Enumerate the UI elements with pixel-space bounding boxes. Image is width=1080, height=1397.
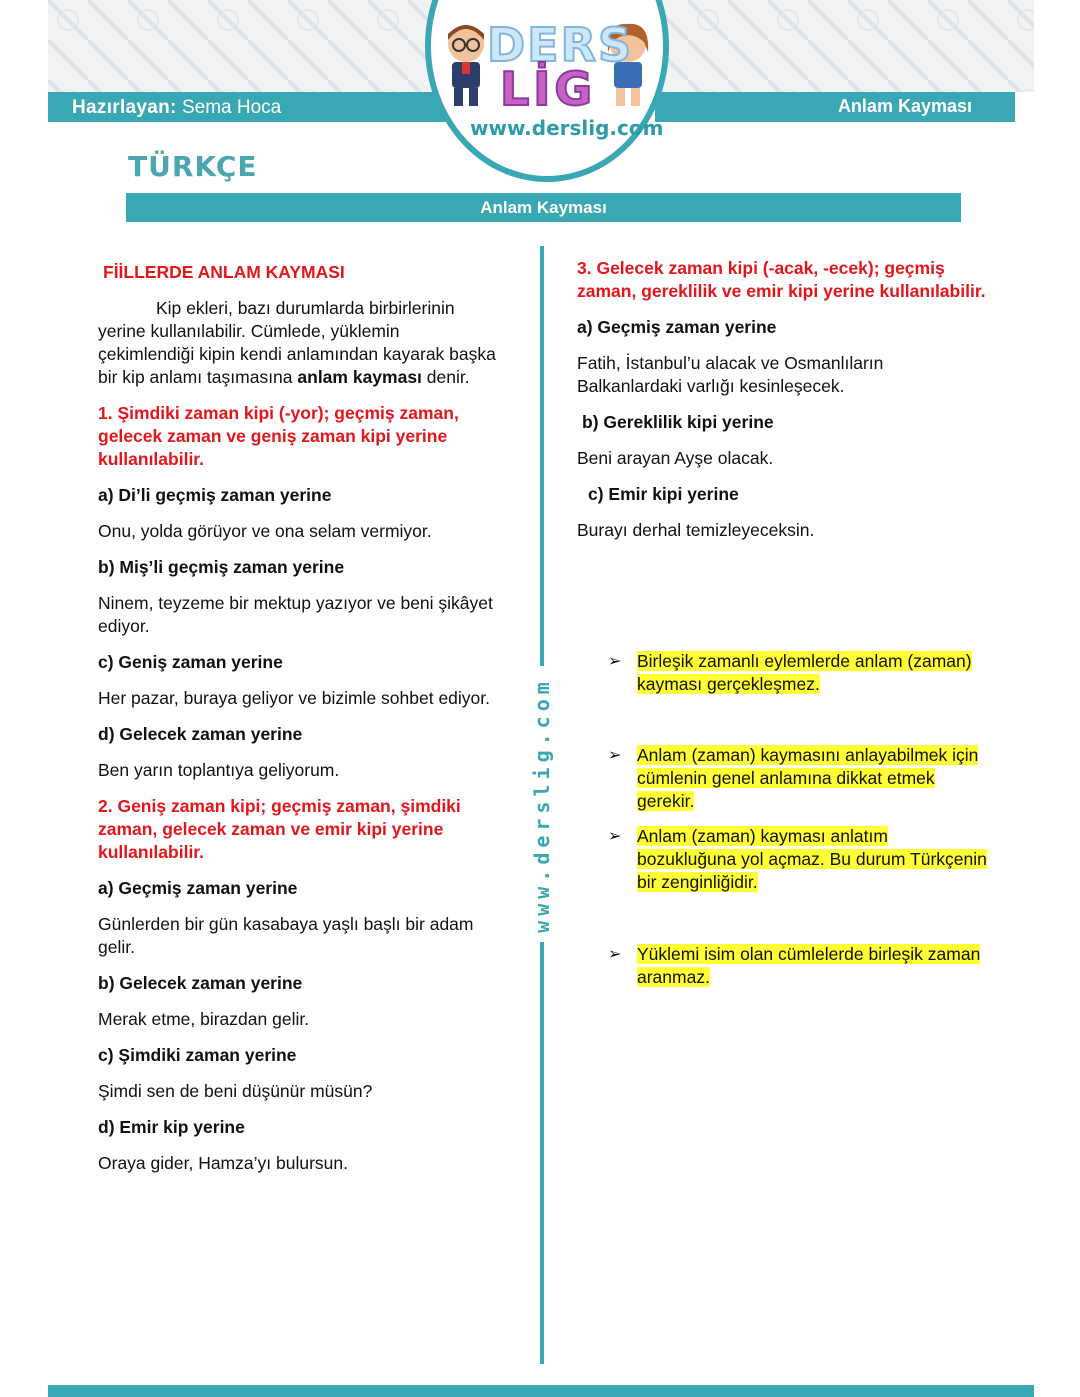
rule-2c-example: Şimdi sen de beni düşünür müsün? — [98, 1081, 373, 1101]
page-title: Anlam Kayması — [126, 193, 961, 222]
rule-2d-example: Oraya gider, Hamza’yı bulursun. — [98, 1153, 348, 1173]
rule-1b-example: Ninem, teyzeme bir mektup yazıyor ve beni şikâyet ediyor. — [98, 593, 493, 636]
note-text: Yüklemi isim olan cümlelerde birleşik zaman aranmaz. — [637, 944, 981, 987]
vertical-site-url: www.derslig.com — [530, 677, 554, 933]
rule-1c-title: c) Geniş zaman yerine — [98, 652, 283, 672]
author-name: Sema Hoca — [181, 97, 282, 118]
arrow-bullet-icon: ➢ — [608, 653, 622, 670]
intro-paragraph: Kip ekleri, bazı durumlarda birbirlerinin yerine kullanılabilir. Cümlede, yüklemin çekimlendiği kipin kendi anlamından kayarak başka bir kip anlamı taşımasına anlam kayması denir. — [98, 298, 496, 387]
prepared-by — [72, 97, 281, 119]
rule-1a-example: Onu, yolda görüyor ve ona selam vermiyor. — [98, 521, 432, 541]
arrow-bullet-icon: ➢ — [608, 747, 622, 764]
note-text: Anlam (zaman) kaymasını anlayabilmek için cümlenin genel anlamına dikkat etmek gerekir. — [637, 745, 979, 811]
rule-2a-title: a) Geçmiş zaman yerine — [98, 878, 298, 898]
rule-3c-example: Burayı derhal temizleyeceksin. — [577, 520, 815, 540]
rule-2: 2. Geniş zaman kipi; geçmiş zaman, şimdiki zaman, gelecek zaman ve emir kipi yerine kullanılabilir. — [98, 796, 461, 862]
rule-3c-title: c) Emir kipi yerine — [588, 484, 739, 504]
note-item — [608, 650, 988, 696]
intro-term: anlam kayması — [297, 367, 422, 387]
rule-2b-example: Merak etme, birazdan gelir. — [98, 1009, 310, 1029]
arrow-bullet-icon: ➢ — [608, 946, 622, 963]
rule-3: 3. Gelecek zaman kipi (-acak, -ecek); geçmiş zaman, gereklilik ve emir kipi yerine kullanılabilir. — [577, 258, 986, 301]
arrow-bullet-icon: ➢ — [608, 828, 622, 845]
rule-2a-example: Günlerden bir gün kasabaya yaşlı başlı bir adam gelir. — [98, 914, 474, 957]
section-heading: FİİLLERDE ANLAM KAYMASI — [103, 262, 345, 282]
logo-url: www.derslig.com — [470, 116, 664, 140]
column-divider-top — [540, 246, 544, 666]
left-column — [98, 261, 498, 1188]
rule-1b-title: b) Miş’li geçmiş zaman yerine — [98, 557, 345, 577]
note-item — [608, 744, 988, 813]
note-text: Birleşik zamanlı eylemlerde anlam (zaman) kayması gerçekleşmez. — [637, 651, 972, 694]
subject-title: TÜRKÇE — [128, 150, 258, 183]
rule-1c-example: Her pazar, buraya geliyor ve bizimle sohbet ediyor. — [98, 688, 491, 708]
rule-1d-example: Ben yarın toplantıya geliyorum. — [98, 760, 340, 780]
header-topic: Anlam Kayması — [837, 96, 972, 116]
rule-2c-title: c) Şimdiki zaman yerine — [98, 1045, 297, 1065]
rule-1: 1. Şimdiki zaman kipi (-yor); geçmiş zaman, gelecek zaman ve geniş zaman kipi yerine kullanılabilir. — [98, 403, 459, 469]
note-item — [608, 825, 988, 894]
boy-mascot-icon — [438, 22, 494, 110]
logo-text-top: DERS — [487, 18, 634, 72]
footer-bar — [48, 1385, 1034, 1397]
rule-2b-title: b) Gelecek zaman yerine — [98, 973, 303, 993]
note-text: Anlam (zaman) kayması anlatım bozukluğuna yol açmaz. Bu durum Türkçenin bir zenginliğidir. — [637, 826, 987, 892]
rule-3b-title: b) Gereklilik kipi yerine — [582, 412, 774, 432]
rule-1a-title: a) Di’li geçmiş zaman yerine — [98, 485, 332, 505]
column-divider-bottom — [540, 942, 544, 1364]
right-column — [577, 257, 987, 555]
logo-text-bottom: LİG — [500, 62, 597, 116]
rule-3b-example: Beni arayan Ayşe olacak. — [577, 448, 774, 468]
rule-2d-title: d) Emir kip yerine — [98, 1117, 245, 1137]
note-item — [608, 943, 988, 989]
rule-3a-title: a) Geçmiş zaman yerine — [577, 317, 777, 337]
rule-1d-title: d) Gelecek zaman yerine — [98, 724, 303, 744]
prepared-by-label: Hazırlayan: — [72, 97, 177, 118]
rule-3a-example: Fatih, İstanbul’u alacak ve Osmanlıların Balkanlardaki varlığı kesinleşecek. — [577, 353, 884, 396]
